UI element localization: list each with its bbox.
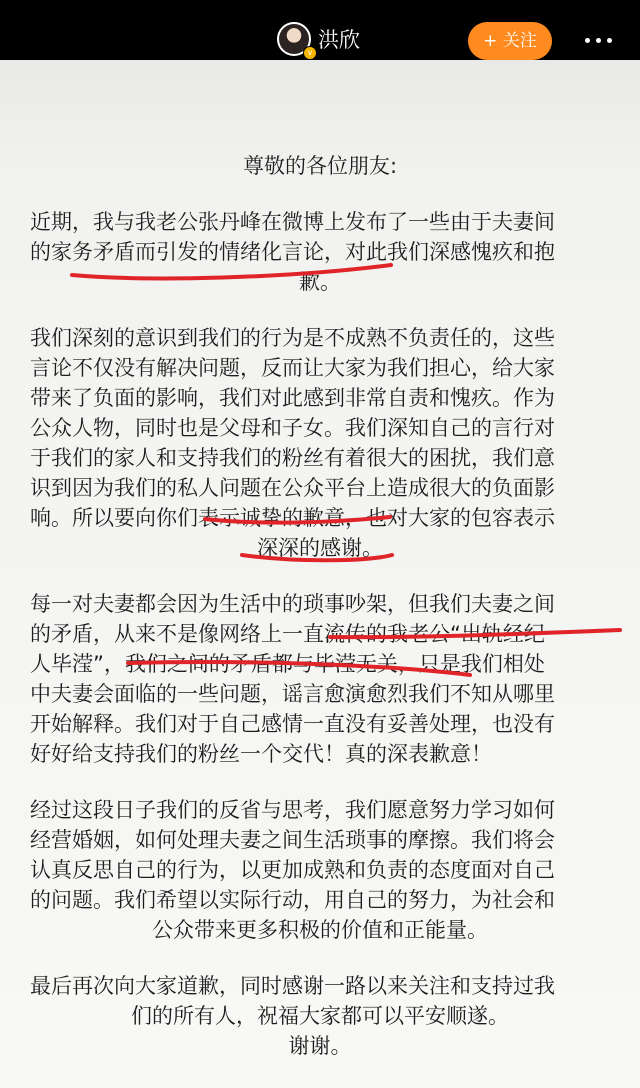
username[interactable]: 洪欣 — [318, 28, 360, 52]
statement-line: 公众人物，同时也是父母和子女。我们深知自己的言行对 — [30, 416, 555, 440]
statement-line: 开始解释。我们对于自己感情一直没有妥善处理，也没有 — [30, 712, 555, 736]
statement-line: 每一对夫妻都会因为生活中的琐事吵架，但我们夫妻之间 — [30, 592, 555, 616]
statement-line: 于我们的家人和支持我们的粉丝有着很大的困扰，我们意 — [30, 446, 555, 470]
statement-line: 谢谢。 — [288, 1034, 352, 1058]
statement-line: 经过这段日子我们的反省与思考，我们愿意努力学习如何 — [30, 798, 555, 822]
statement-line: 识到因为我们的私人问题在公众平台上造成很大的负面影 — [30, 476, 555, 500]
statement-line: 深深的感谢。 — [257, 536, 383, 560]
salutation: 尊敬的各位朋友: — [242, 154, 398, 178]
statement-line: 的家务矛盾而引发的情绪化言论，对此我们深感愧疚和抱 — [30, 240, 555, 264]
statement-line: 们的所有人，祝福大家都可以平安顺遂。 — [131, 1004, 509, 1028]
statement-line: 经营婚姻，如何处理夫妻之间生活琐事的摩擦。我们将会 — [30, 828, 555, 852]
verified-badge-icon: v — [303, 46, 317, 60]
more-options-icon[interactable] — [572, 25, 624, 55]
statement-line: 近期，我与我老公张丹峰在微博上发布了一些由于夫妻间 — [30, 210, 555, 234]
statement-line: 的矛盾，从来不是像网络上一直流传的我老公“出轨经纪 — [30, 622, 545, 646]
statement-line: 公众带来更多积极的价值和正能量。 — [152, 918, 488, 942]
statement-line: 歉。 — [299, 270, 341, 294]
statement-line: 中夫妻会面临的一些问题，谣言愈演愈烈我们不知从哪里 — [30, 682, 555, 706]
avatar[interactable] — [277, 22, 311, 56]
follow-button[interactable]: + 关注 — [468, 22, 552, 60]
statement-line: 言论不仅没有解决问题，反而让大家为我们担心，给大家 — [30, 356, 555, 380]
statement-line: 响。所以要向你们表示诚挚的歉意，也对大家的包容表示 — [30, 506, 555, 530]
statement-line: 的问题。我们希望以实际行动，用自己的努力，为社会和 — [30, 888, 555, 912]
statement-line: 最后再次向大家道歉，同时感谢一路以来关注和支持过我 — [30, 974, 555, 998]
statement-line: 人毕滢”，我们之间的矛盾都与毕滢无关，只是我们相处 — [30, 652, 545, 676]
statement-line: 认真反思自己的行为，以更加成熟和负责的态度面对自己 — [30, 858, 555, 882]
statement-line: 好好给支持我们的粉丝一个交代！真的深表歉意！ — [30, 742, 492, 766]
top-bar — [0, 0, 640, 60]
statement-line: 我们深刻的意识到我们的行为是不成熟不负责任的，这些 — [30, 326, 555, 350]
statement-line: 带来了负面的影响，我们对此感到非常自责和愧疚。作为 — [30, 386, 555, 410]
